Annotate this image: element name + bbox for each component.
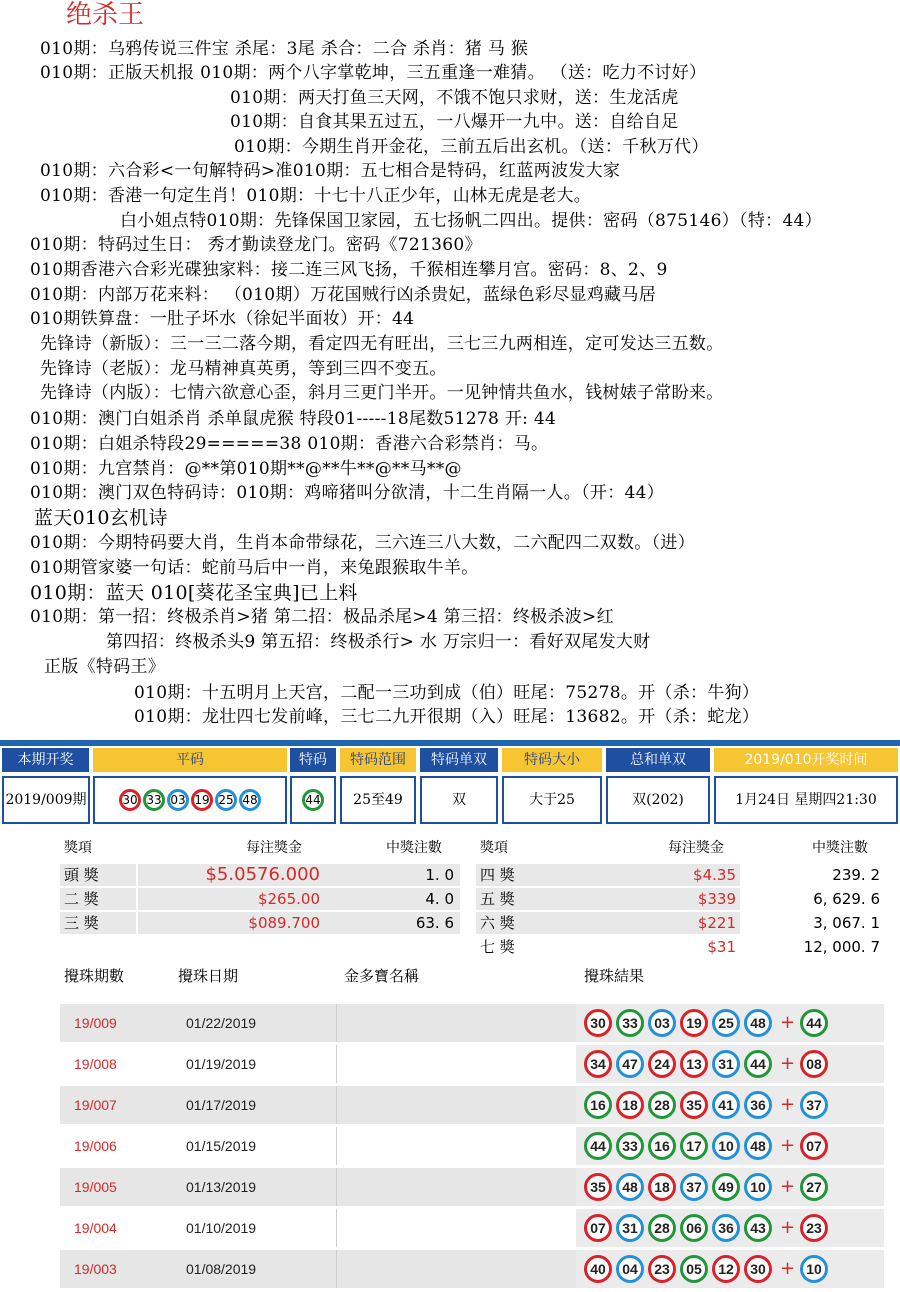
plus-sign: +	[780, 1012, 796, 1033]
divider	[336, 1250, 337, 1288]
page-title: 绝杀王	[66, 0, 145, 30]
plus-sign: +	[780, 1094, 796, 1115]
special-ball: 44	[302, 789, 324, 811]
result-ball: 36	[712, 1214, 740, 1242]
result-ball: 43	[744, 1214, 772, 1242]
special-result-ball: 07	[800, 1132, 828, 1160]
draw-size: 大于25	[502, 776, 602, 824]
history-date: 01/08/2019	[186, 1261, 257, 1277]
prize-name: 四 獎	[480, 866, 515, 884]
result-ball: 24	[648, 1050, 676, 1078]
draw-header: 特码	[290, 748, 336, 772]
ball: 25	[215, 789, 237, 811]
result-ball: 37	[680, 1173, 708, 1201]
prize-header: 每注獎金	[246, 840, 302, 856]
history-period: 19/004	[74, 1220, 117, 1236]
text-line: 010期：今期生肖开金花，三前五后出玄机。（送：千秋万代）	[234, 137, 709, 157]
ball: 48	[239, 789, 261, 811]
history-header: 攪珠期數	[64, 967, 125, 985]
draw-balls	[93, 776, 287, 824]
ball: 30	[119, 789, 141, 811]
result-ball: 19	[680, 1009, 708, 1037]
history-period: 19/005	[74, 1179, 117, 1195]
text-line: 白小姐点特010期：先锋保国卫家园，五七扬帆二四出。提供：密码（875146）（特：44）	[120, 211, 822, 231]
draw-header: 平码	[93, 748, 287, 772]
history-row	[60, 1086, 884, 1124]
special-result-ball: 37	[800, 1091, 828, 1119]
result-ball: 33	[616, 1132, 644, 1160]
prize-header: 中獎注數	[386, 840, 442, 856]
plus-sign: +	[780, 1176, 796, 1197]
history-row	[60, 1168, 884, 1206]
prize-amount: $265.00	[257, 890, 320, 908]
text-line: 010期：乌鸦传说三件宝 杀尾：3尾 杀合：二合 杀肖：猪 马 猴	[40, 39, 529, 59]
result-ball: 23	[648, 1255, 676, 1283]
result-ball: 10	[712, 1132, 740, 1160]
prize-name: 三 獎	[64, 914, 99, 932]
history-header: 攪珠日期	[178, 967, 239, 985]
plus-sign: +	[780, 1135, 796, 1156]
ball: 03	[167, 789, 189, 811]
prize-header: 中獎注數	[812, 840, 868, 856]
text-line: 010期：两天打鱼三天网，不饿不饱只求财，送：生龙活虎	[230, 88, 679, 108]
row-bg	[60, 1086, 576, 1124]
divider-bar	[0, 740, 900, 746]
history-header: 金多寶名稱	[344, 967, 420, 985]
text-line: 先锋诗（新版）：三一三二落今期，看定四无有旺出，三七三九两相连，定可发达三五数。	[40, 334, 724, 354]
special-result-ball: 23	[800, 1214, 828, 1242]
history-period: 19/008	[74, 1056, 117, 1072]
result-ball: 16	[584, 1091, 612, 1119]
special-result-ball: 44	[800, 1009, 828, 1037]
draw-odd-even: 双	[420, 776, 498, 824]
prize-count: 1. 0	[425, 866, 454, 884]
result-ball: 31	[712, 1050, 740, 1078]
text-line: 010期：十五明月上天宫，二配一三功到成（伯）旺尾：75278。开（杀：牛狗）	[134, 683, 760, 703]
text-line: 010期：九宫禁肖：@**第010期**@**牛**@**马**@	[30, 459, 462, 479]
ball: 33	[143, 789, 165, 811]
text-line: 010期：正版天机报 010期：两个八字掌乾坤，三五重逢一难猜。 （送：吃力不讨好）	[40, 63, 707, 83]
text-line: 先锋诗（内版）：七情六欲意心歪，斜月三更门半开。一见钟情共鱼水，钱树婊子常盼来。	[40, 383, 724, 403]
row-bg	[60, 1168, 576, 1206]
history-date: 01/13/2019	[186, 1179, 257, 1195]
result-ball: 07	[584, 1214, 612, 1242]
prize-amount: $089.700	[248, 914, 320, 932]
history-header: 攪珠結果	[584, 967, 645, 985]
result-ball: 35	[584, 1173, 612, 1201]
result-ball: 03	[648, 1009, 676, 1037]
history-period: 19/006	[74, 1138, 117, 1154]
result-ball: 31	[616, 1214, 644, 1242]
row-bg	[60, 1004, 576, 1042]
draw-header: 特码范围	[340, 748, 416, 772]
prize-name: 七 獎	[480, 938, 515, 956]
prize-amount: $339	[697, 890, 736, 908]
result-ball: 40	[584, 1255, 612, 1283]
ball: 19	[191, 789, 213, 811]
prize-name: 二 獎	[64, 890, 99, 908]
result-ball: 25	[712, 1009, 740, 1037]
result-ball: 48	[616, 1173, 644, 1201]
text-line: 第四招：终极杀头9 第五招：终极杀行> 水 万宗归一：看好双尾发大财	[106, 632, 651, 652]
result-ball: 13	[680, 1050, 708, 1078]
text-line: 010期：自食其果五过五，一八爆开一九中。送：自给自足	[230, 112, 679, 132]
divider	[336, 1004, 337, 1042]
row-bg	[60, 1250, 576, 1288]
text-line: 010期：澳门白姐杀肖 杀单鼠虎猴 特段01-----18尾数51278 开: 44	[30, 409, 557, 429]
prize-count: 63. 6	[415, 914, 454, 932]
result-ball: 10	[744, 1173, 772, 1201]
history-date: 01/15/2019	[186, 1138, 257, 1154]
plus-sign: +	[780, 1258, 796, 1279]
history-date: 01/22/2019	[186, 1015, 257, 1031]
result-ball: 36	[744, 1091, 772, 1119]
text-line: 正版《特码王》	[44, 657, 166, 677]
result-ball: 30	[744, 1255, 772, 1283]
result-ball: 41	[712, 1091, 740, 1119]
text-line: 010期：蓝天 010[葵花圣宝典]已上料	[30, 582, 358, 604]
prize-header: 每注獎金	[668, 840, 724, 856]
draw-header: 总和单双	[606, 748, 710, 772]
draw-header: 特码单双	[420, 748, 498, 772]
special-result-ball: 27	[800, 1173, 828, 1201]
text-line: 010期铁算盘：一肚子坏水（徐妃半面妆）开：44	[30, 309, 415, 329]
result-ball: 12	[712, 1255, 740, 1283]
prize-count: 3, 067. 1	[813, 914, 880, 932]
prize-amount: $31	[707, 938, 736, 956]
text-line: 010期：龙壮四七发前峰，三七二九开很期（入）旺尾：13682。开（杀：蛇龙）	[134, 707, 760, 727]
draw-header: 本期开奖	[2, 748, 89, 772]
result-ball: 30	[584, 1009, 612, 1037]
history-row	[60, 1045, 884, 1083]
result-ball: 49	[712, 1173, 740, 1201]
history-row	[60, 1004, 884, 1042]
prize-name: 六 獎	[480, 914, 515, 932]
prize-count: 12, 000. 7	[803, 938, 880, 956]
result-ball: 28	[648, 1214, 676, 1242]
draw-header: 特码大小	[502, 748, 602, 772]
history-date: 01/19/2019	[186, 1056, 257, 1072]
draw-special	[290, 776, 336, 824]
text-line: 010期：六合彩<一句解特码>准010期：五七相合是特码，红蓝两波发大家	[40, 161, 621, 181]
draw-header: 2019/010开奖时间	[714, 748, 898, 772]
prize-count: 4. 0	[425, 890, 454, 908]
prize-amount: $5.0576.000	[205, 864, 320, 885]
text-line: 010期：特码过生日： 秀才勤读登龙门。密码《721360》	[30, 235, 482, 255]
divider	[336, 1127, 337, 1165]
special-result-ball: 10	[800, 1255, 828, 1283]
result-ball: 18	[616, 1091, 644, 1119]
divider	[336, 1168, 337, 1206]
result-ball: 17	[680, 1132, 708, 1160]
result-ball: 16	[648, 1132, 676, 1160]
history-row	[60, 1250, 884, 1288]
prize-amount: $221	[697, 914, 736, 932]
result-ball: 28	[648, 1091, 676, 1119]
draw-range: 25至49	[340, 776, 416, 824]
text-line: 010期：今期特码要大肖，生肖本命带绿花，三六连三八大数，二六配四二双数。（进）	[30, 533, 695, 553]
prize-count: 6, 629. 6	[813, 890, 880, 908]
divider	[336, 1086, 337, 1124]
result-ball: 44	[584, 1132, 612, 1160]
prize-name: 五 獎	[480, 890, 515, 908]
history-period: 19/003	[74, 1261, 117, 1277]
result-ball: 06	[680, 1214, 708, 1242]
history-date: 01/17/2019	[186, 1097, 257, 1113]
text-line: 010期：第一招：终极杀肖>猪 第二招：极品杀尾>4 第三招：终极杀波>红	[30, 607, 614, 627]
result-ball: 48	[744, 1009, 772, 1037]
prize-amount: $4.35	[693, 866, 736, 884]
history-date: 01/10/2019	[186, 1220, 257, 1236]
divider	[336, 1209, 337, 1247]
result-ball: 04	[616, 1255, 644, 1283]
text-line: 010期：内部万花来料： （010期）万花国贼行凶杀贵妃，蓝绿色彩尽显鸡藏马居	[30, 285, 656, 305]
plus-sign: +	[780, 1053, 796, 1074]
prize-header: 獎項	[64, 840, 92, 856]
result-ball: 34	[584, 1050, 612, 1078]
draw-time: 1月24日 星期四21:30	[714, 776, 898, 824]
result-ball: 47	[616, 1050, 644, 1078]
row-bg	[60, 1127, 576, 1165]
row-bg	[60, 1045, 576, 1083]
text-line: 010期：澳门双色特码诗：010期：鸡啼猪叫分欲清，十二生肖隔一人。（开：44）	[30, 483, 665, 503]
history-period: 19/009	[74, 1015, 117, 1031]
result-ball: 33	[616, 1009, 644, 1037]
text-line: 010期：香港一句定生肖！010期：十七十八正少年，山林无虎是老大。	[40, 186, 592, 206]
text-line: 010期香港六合彩光碟独家料：接二连三风飞扬，千猴相连攀月宫。密码：8、2、9	[30, 260, 668, 280]
history-period: 19/007	[74, 1097, 117, 1113]
result-ball: 05	[680, 1255, 708, 1283]
text-line: 010期管家婆一句话：蛇前马后中一肖，来兔跟猴取牛羊。	[30, 558, 479, 578]
plus-sign: +	[780, 1217, 796, 1238]
divider	[336, 1045, 337, 1083]
prize-count: 239. 2	[832, 866, 880, 884]
row-bg	[60, 1209, 576, 1247]
draw-period: 2019/009期	[2, 776, 90, 824]
prize-name: 頭 獎	[64, 866, 99, 884]
special-result-ball: 08	[800, 1050, 828, 1078]
prize-header: 獎項	[480, 840, 508, 856]
result-ball: 44	[744, 1050, 772, 1078]
draw-sum: 双(202)	[606, 776, 710, 824]
text-line: 010期：白姐杀特段29=====38 010期：香港六合彩禁肖：马。	[30, 434, 549, 454]
history-row	[60, 1209, 884, 1247]
history-row	[60, 1127, 884, 1165]
result-ball: 35	[680, 1091, 708, 1119]
result-ball: 18	[648, 1173, 676, 1201]
text-line: 蓝天010玄机诗	[34, 507, 168, 529]
text-line: 先锋诗（老版）：龙马精神真英勇，等到三四不变五。	[40, 359, 447, 379]
result-ball: 48	[744, 1132, 772, 1160]
